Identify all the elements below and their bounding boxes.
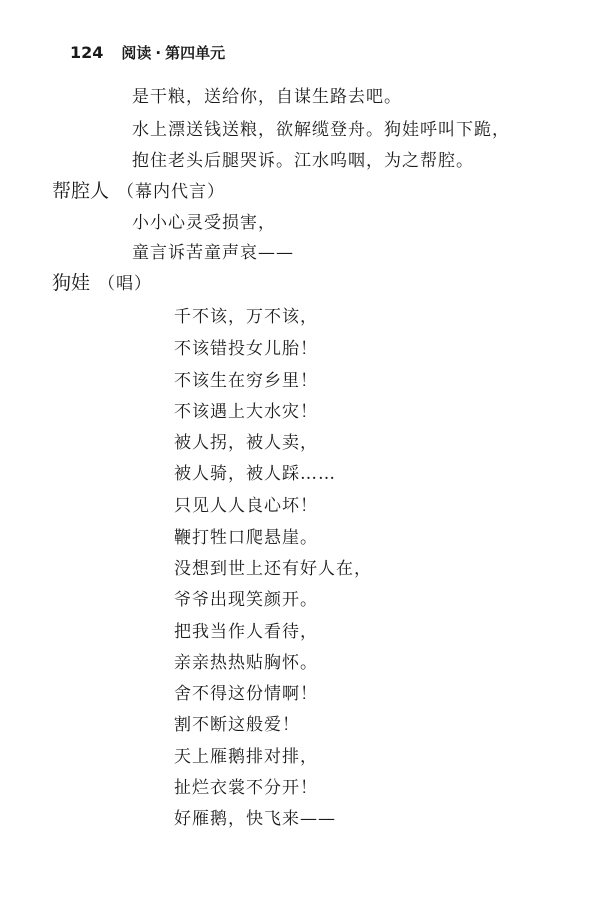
lyric-line: 只见人人良心坏！	[174, 496, 318, 516]
lyric-line: 被人拐，被人卖，	[174, 433, 318, 453]
narration-line: 是干粮，送给你，自谋生路去吧。	[132, 87, 402, 107]
section-title	[121, 42, 225, 63]
page-header	[70, 42, 225, 64]
lyric-line: 扯烂衣裳不分开！	[174, 778, 318, 798]
lyric-line: 不该遇上大水灾！	[174, 402, 318, 422]
lyric-line: 千不该，万不该，	[174, 307, 318, 327]
chorus-line: 小小心灵受损害，	[132, 213, 276, 233]
unit-name: 第四单元	[165, 44, 226, 62]
speaker-name: 帮腔人	[52, 180, 110, 202]
section-separator: ·	[155, 44, 162, 62]
narration-line: 抱住老头后腿哭诉。江水呜咽，为之帮腔。	[132, 151, 474, 171]
speaker-gouwa	[52, 270, 152, 296]
lyric-line: 把我当作人看待，	[174, 622, 318, 642]
chorus-line: 童言诉苦童声哀——	[132, 243, 294, 263]
speaker-chorus	[52, 178, 225, 204]
lyric-line: 舍不得这份情啊！	[174, 684, 318, 704]
narration-line: 水上漂送钱送粮，欲解缆登舟。狗娃呼叫下跪，	[132, 120, 510, 140]
lyric-line: 爷爷出现笑颜开。	[174, 590, 318, 610]
lyric-line: 不该错投女儿胎！	[174, 339, 318, 359]
lyric-line: 不该生在穷乡里！	[174, 371, 318, 391]
lyric-line: 没想到世上还有好人在，	[174, 559, 372, 579]
lyric-line: 好雁鹅，快飞来——	[174, 809, 336, 829]
stage-direction: （唱）	[98, 274, 153, 294]
lyric-line: 被人骑，被人踩……	[174, 464, 336, 484]
lyric-line: 割不断这般爱！	[174, 715, 300, 735]
lyric-line: 亲亲热热贴胸怀。	[174, 653, 318, 673]
section-name: 阅读	[121, 44, 152, 62]
page-number: 124	[70, 43, 104, 62]
speaker-name: 狗娃	[52, 272, 91, 294]
lyric-line: 天上雁鹅排对排，	[174, 747, 318, 767]
lyric-line: 鞭打牲口爬悬崖。	[174, 528, 318, 548]
stage-direction: （幕内代言）	[117, 182, 226, 202]
